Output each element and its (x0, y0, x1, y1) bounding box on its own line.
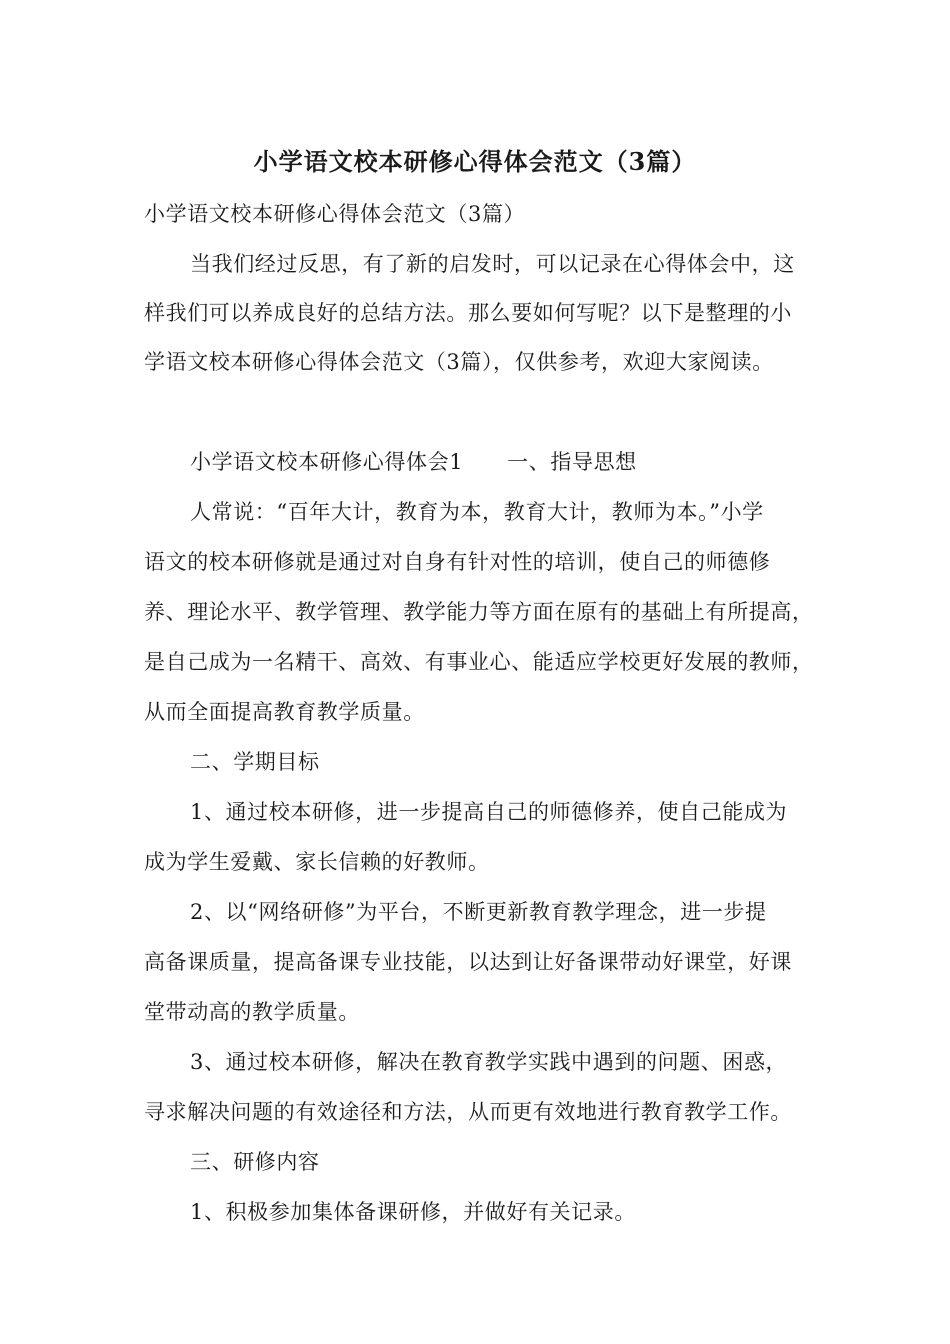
paragraph-line: 养、理论水平、教学管理、教学能力等方面在原有的基础上有所提高， (144, 600, 814, 624)
section-heading-title: 小学语文校本研修心得体会1 (190, 450, 464, 474)
section-heading: 二、学期目标 (190, 750, 320, 774)
paragraph-line: 是自己成为一名精干、高效、有事业心、能适应学校更好发展的教师， (144, 650, 814, 674)
subtitle-line: 小学语文校本研修心得体会范文（3篇） (144, 202, 526, 226)
paragraph-line: 从而全面提高教育教学质量。 (144, 700, 425, 724)
paragraph-line: 语文的校本研修就是通过对自身有针对性的培训，使自己的师德修 (144, 550, 771, 574)
section-heading: 三、研修内容 (190, 1150, 320, 1174)
paragraph-line: 成为学生爱戴、家长信赖的好教师。 (144, 850, 490, 874)
paragraph-line: 寻求解决问题的有效途径和方法，从而更有效地进行教育教学工作。 (144, 1100, 792, 1124)
paragraph-line: 3、通过校本研修，解决在教育教学实践中遇到的问题、困惑， (190, 1050, 788, 1074)
paragraph-line: 高备课质量，提高备课专业技能，以达到让好备课带动好课堂，好课 (144, 950, 792, 974)
section-heading-line (190, 447, 637, 477)
paragraph-line: 1、通过校本研修，进一步提高自己的师德修养，使自己能成为 (190, 800, 788, 824)
paragraph-line: 堂带动高的教学质量。 (144, 1000, 360, 1024)
paragraph-line: 样我们可以养成良好的总结方法。那么要如何写呢？以下是整理的小 (144, 301, 792, 325)
section-heading-subtitle: 一、指导思想 (507, 450, 637, 474)
paragraph-line: 2、以“网络研修”为平台，不断更新教育教学理念，进一步提 (190, 900, 767, 924)
document-title: 小学语文校本研修心得体会范文（3篇） (253, 147, 697, 176)
paragraph-line: 1、积极参加集体备课研修，并做好有关记录。 (190, 1200, 636, 1224)
paragraph-line: 当我们经过反思，有了新的启发时，可以记录在心得体会中，这 (190, 252, 795, 276)
paragraph-line: 学语文校本研修心得体会范文（3篇），仅供参考，欢迎大家阅读。 (144, 350, 774, 374)
paragraph-line: 人常说：“百年大计，教育为本，教育大计，教师为本。”小学 (190, 500, 764, 524)
